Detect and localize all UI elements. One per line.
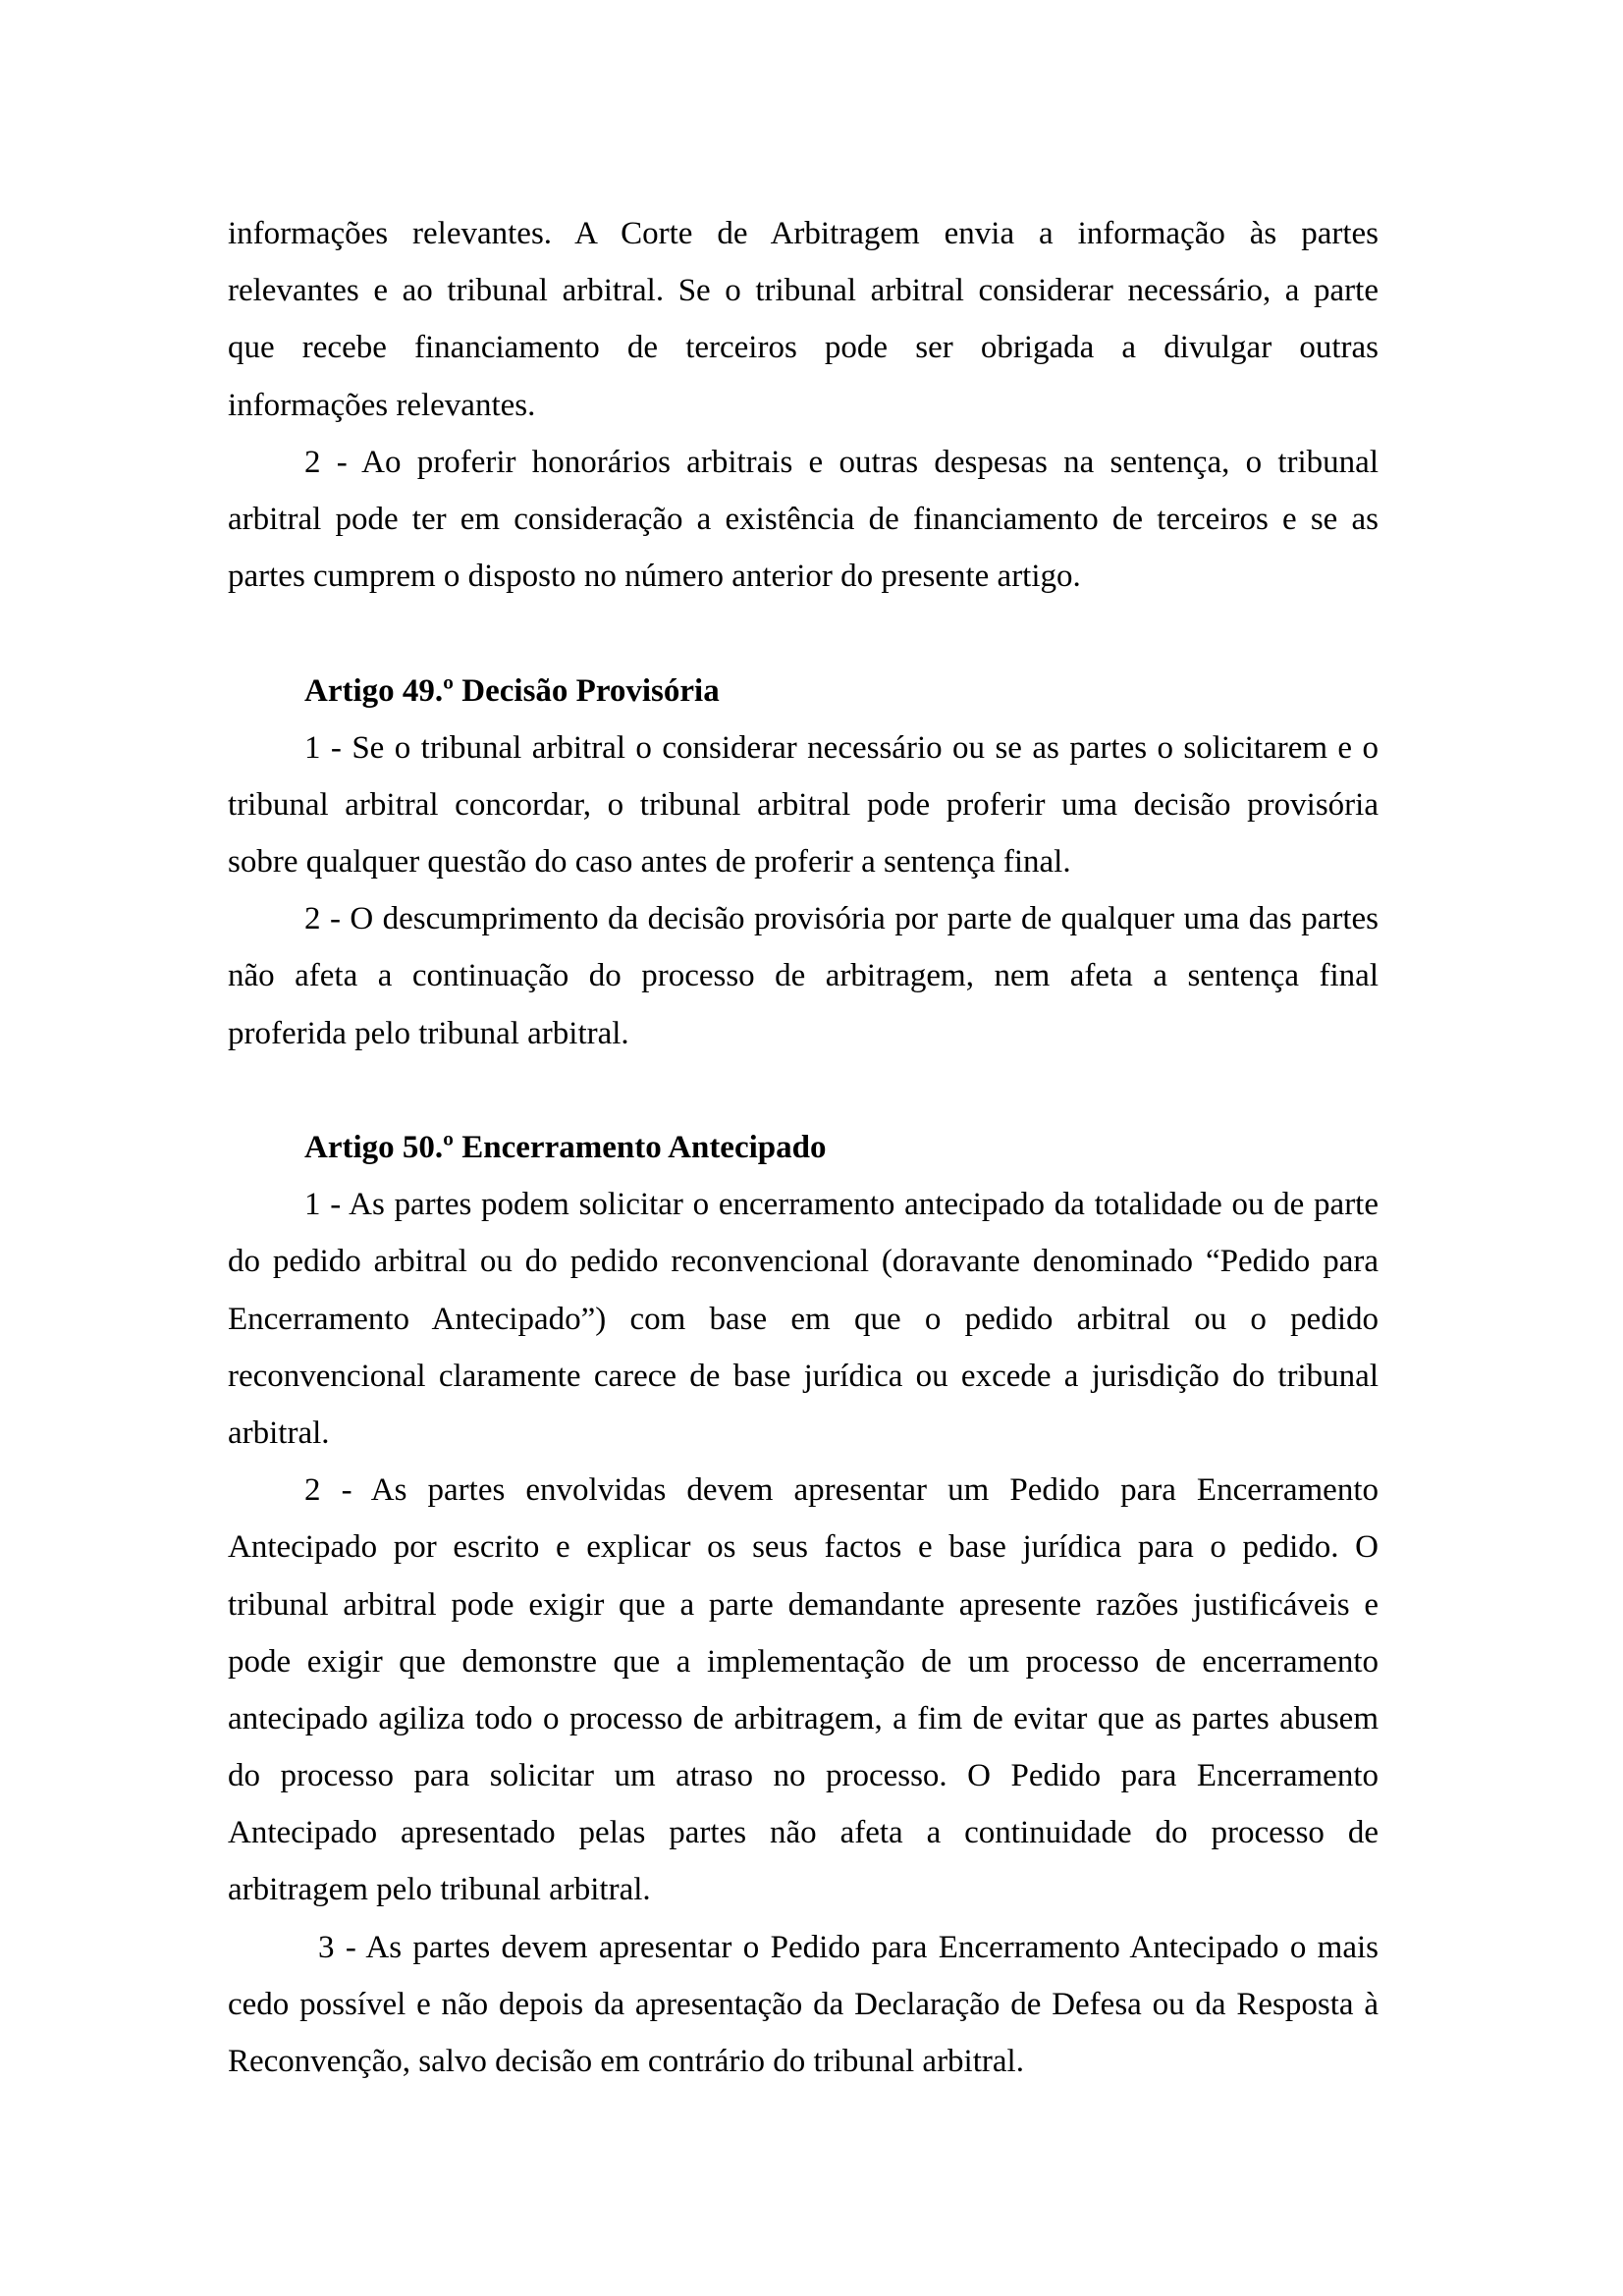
blank-line [228, 605, 1379, 662]
text-line: do processo para solicitar um atraso no processo. O Pedido para Encerramento [228, 1758, 1379, 1794]
text-line: reconvencional claramente carece de base jurídica ou excede a jurisdição do tribunal [228, 1358, 1379, 1394]
text-line: pode exigir que demonstre que a implementação de um processo de encerramento [228, 1643, 1379, 1680]
text-line: Antecipado por escrito e explicar os seus factos e base jurídica para o pedido. O [228, 1529, 1379, 1566]
text-line: informações relevantes. [228, 387, 536, 423]
text-line: informações relevantes. A Corte de Arbitragem envia a informação às partes [228, 216, 1379, 251]
text-line: Antecipado apresentado pelas partes não afeta a continuidade do processo de [228, 1815, 1379, 1851]
text-line: partes cumprem o disposto no número anterior do presente artigo. [228, 559, 1081, 595]
text-line: 3 - As partes devem apresentar o Pedido para Encerramento Antecipado o mais [318, 1929, 1379, 1965]
text-line: antecipado agiliza todo o processo de arbitragem, a fim de evitar que as partes abusem [228, 1700, 1379, 1736]
document-body [228, 205, 1379, 2090]
text-line: proferida pelo tribunal arbitral. [228, 1015, 629, 1051]
text-line: relevantes e ao tribunal arbitral. Se o tribunal arbitral considerar necessário, a parte [228, 273, 1379, 309]
text-line: tribunal arbitral concordar, o tribunal arbitral pode proferir uma decisão provisória [228, 786, 1379, 823]
text-line: 2 - As partes envolvidas devem apresentar um Pedido para Encerramento [304, 1472, 1379, 1509]
text-line: cedo possível e não depois da apresentação da Declaração de Defesa ou da Resposta à [228, 1986, 1379, 2022]
text-line: sobre qualquer questão do caso antes de proferir a sentença final. [228, 844, 1071, 881]
text-line: 2 - Ao proferir honorários arbitrais e outras despesas na sentença, o tribunal [304, 444, 1379, 480]
text-line: 1 - As partes podem solicitar o encerramento antecipado da totalidade ou de parte [304, 1187, 1379, 1223]
text-line: não afeta a continuação do processo de arbitragem, nem afeta a sentença final [228, 958, 1379, 994]
text-line: 2 - O descumprimento da decisão provisória por parte de qualquer uma das partes [304, 901, 1379, 937]
blank-line [228, 1062, 1379, 1119]
article-heading: Artigo 49.º Decisão Provisória [304, 672, 720, 709]
text-line: que recebe financiamento de terceiros pode ser obrigada a divulgar outras [228, 330, 1379, 366]
text-line: Reconvenção, salvo decisão em contrário do tribunal arbitral. [228, 2044, 1024, 2079]
text-line: tribunal arbitral pode exigir que a parte demandante apresente razões justificáveis e [228, 1586, 1379, 1623]
article-heading: Artigo 50.º Encerramento Antecipado [304, 1130, 827, 1165]
text-line: Encerramento Antecipado”) com base em que o pedido arbitral ou o pedido [228, 1301, 1379, 1337]
text-line: arbitragem pelo tribunal arbitral. [228, 1872, 651, 1908]
text-line: arbitral pode ter em consideração a existência de financiamento de terceiros e se as [228, 501, 1379, 537]
text-line: do pedido arbitral ou do pedido reconvencional (doravante denominado “Pedido para [228, 1244, 1379, 1280]
text-line: arbitral. [228, 1415, 330, 1451]
text-line: 1 - Se o tribunal arbitral o considerar necessário ou se as partes o solicitarem e o [304, 729, 1379, 766]
